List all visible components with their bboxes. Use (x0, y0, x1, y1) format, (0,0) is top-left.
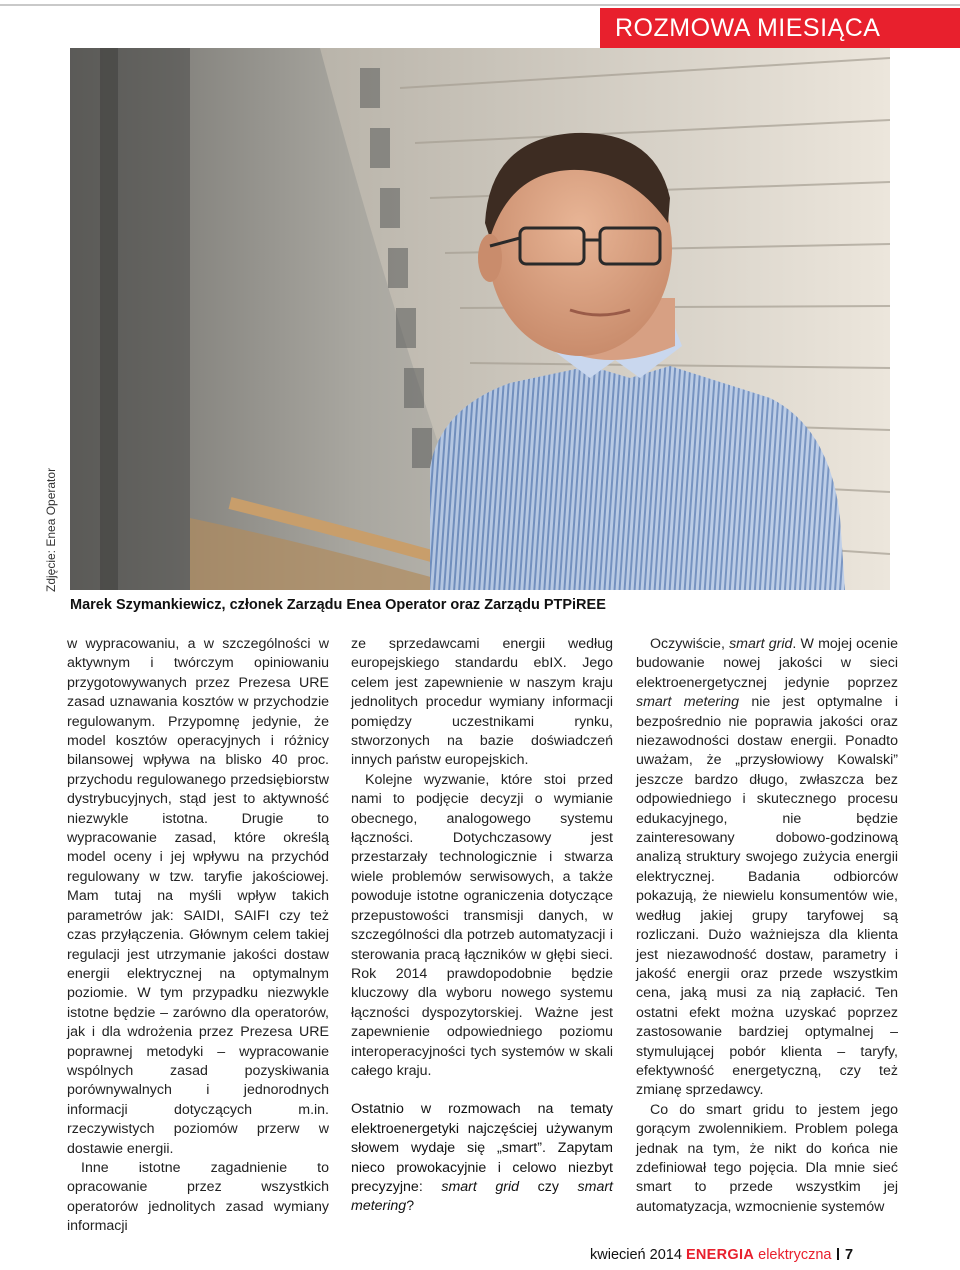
footer-divider (837, 1248, 839, 1260)
article-column-1 (67, 635, 329, 1237)
question-mid: czy (519, 1178, 578, 1195)
col2-paragraph-1: ze sprzedawcami energii według europejskiego standardu ebIX. Jego celem jest zapewnienie w naszym kraju jednolitych procedur wymiany informacji pomiędzy uczestnikami rynku, stworzonych na bazie doświadczeń innych państw europejskich. (351, 636, 613, 769)
col3-em-smart-metering: smart metering (636, 694, 740, 711)
interview-question (351, 1100, 613, 1216)
col3-text-c: nie jest optymalne i bezpośrednio nie poprawia jakości oraz niezawodności dostaw energii. Ponadto uważam, że „przysłowiowy Kowalski” jeszcze bardzo długo, zwłaszcza bez odpowiedniego i skutecznego procesu edukacyjnego, nie będzie zainteresowany dobowo-godzinową analizą struktury swojego zużycia energii elektrycznej. Badania odbiorców pokazują, że niewielu konsumentów wie, według jakiej grupy taryfowej są rozliczani. Dużo ważniejsza dla klienta jest niezawodność dostaw, parametry i jakość energii oraz przede wszystkim cena, jaką musi za nią zapłacić. Ten ostatni efekt można uzyskać poprzez zastosowanie bardziej optymalnej – stymulującej pobór klienta – taryfy, efektywność energetyczną, czy też zmianę sprzedawcy. (636, 694, 899, 1099)
magazine-brand-energia: ENERGIA (685, 1247, 755, 1263)
col3-paragraph-2: Co do smart gridu to jestem jego gorącym zwolennikiem. Problem polega jednak na tym, że nikt do końca nie zdefiniował tego pojęcia. Dla mnie sieć smart to przede wszystkim jej automatyzacja, wzmocnienie systemów (636, 1101, 898, 1215)
col3-text-b: . W mojej ocenie budowanie nowej jakości w sieci elektroenergetycznej jedynie poprzez (636, 636, 898, 691)
photo-caption: Marek Szymankiewicz, członek Zarządu Enea Operator oraz Zarządu PTPiREE (70, 597, 606, 613)
portrait-photo (70, 48, 890, 590)
question-text: Ostatnio w rozmowach na tematy elektroenergetyki najczęściej używanym słowem wydaje się „smart”. Zapytam nieco prowokacyjnie i celowo niezbyt precyzyjne: (351, 1101, 613, 1195)
magazine-brand-elektryczna: elektryczna (758, 1247, 832, 1263)
col3-paragraph-1 (636, 635, 898, 1101)
col3-text-a: Oczywiście, (650, 636, 730, 652)
top-rule (0, 4, 960, 6)
col1-paragraph-2: Inne istotne zagadnienie to opracowanie przez wszystkich operatorów jednolitych zasad wymiany informacji (67, 1159, 329, 1235)
footer-date: kwiecień 2014 (590, 1247, 682, 1263)
question-em-smart-metering: smart metering (351, 1178, 613, 1215)
photo-credit: Zdjęcie: Enea Operator (44, 467, 58, 592)
article-column-2 (351, 635, 613, 1217)
section-banner (600, 8, 960, 48)
col1-paragraph-1: w wypracowaniu, a w szczególności w aktywnym i twórczym opiniowaniu przygotowywanych przez Prezesa URE zasad uznawania kosztów w przychodzie regulowanym. Przypomnę jedynie, że model kosztów operacyjnych i różnicy bilansowej wpływa na blisko 40 proc. przychodu regulowanego przedsiębiorstw dystrybucyjnych, stąd jest to aktywność niezwykle istotna. Drugie to wypracowanie zasad, które określą model oceny i jej wpływu na przychód regulowany w tzw. taryfie jakościowej. Mam tutaj na myśli wpływ takich parametrów jak: SAIDI, SAIFI czy też czas przyłączenia. Głównym celem takiej regulacji jest utrzymanie jakości dostaw energii elektrycznej na optymalnym poziomie. W tym przypadku niezwykle istotne będzie – zarówno dla operatorów, jak i dla wdrożenia przez Prezesa URE poprawnej metodyki – wypracowanie wspólnych zasad pozyskiwania porównywalnych i jednorodnych informacji dotyczących m.in. rzeczywistych poziomów przerw w dostawie energii. (67, 636, 329, 1157)
section-title: ROZMOWA MIESIĄCA (615, 14, 881, 42)
question-end: ? (406, 1198, 415, 1215)
page-number: 7 (844, 1247, 854, 1263)
article-column-3 (636, 635, 898, 1217)
col3-em-smart-grid: smart grid (729, 636, 793, 652)
page-footer (590, 1247, 900, 1263)
col2-paragraph-2: Kolejne wyzwanie, które stoi przed nami to podjęcie decyzji o wymianie obecnego, analogowego systemu łączności. Dotychczasowy jest przestarzały technologicznie i stwarza wiele problemów serwisowych, a także powoduje istotne ograniczenia dotyczące przepustowości transmisji danych, w szczególności dla potrzeb automatyzacji i sterowania pracą łączników w głębi sieci. Rok 2014 prawdopodobnie będzie kluczowy dla wyboru nowego systemu łączności dyspozytorskiej. Ważne jest zapewnienie odpowiedniego poziomu interoperacyjności tych systemów w skali całego kraju. (351, 771, 613, 1079)
question-em-smart-grid: smart grid (441, 1178, 520, 1195)
